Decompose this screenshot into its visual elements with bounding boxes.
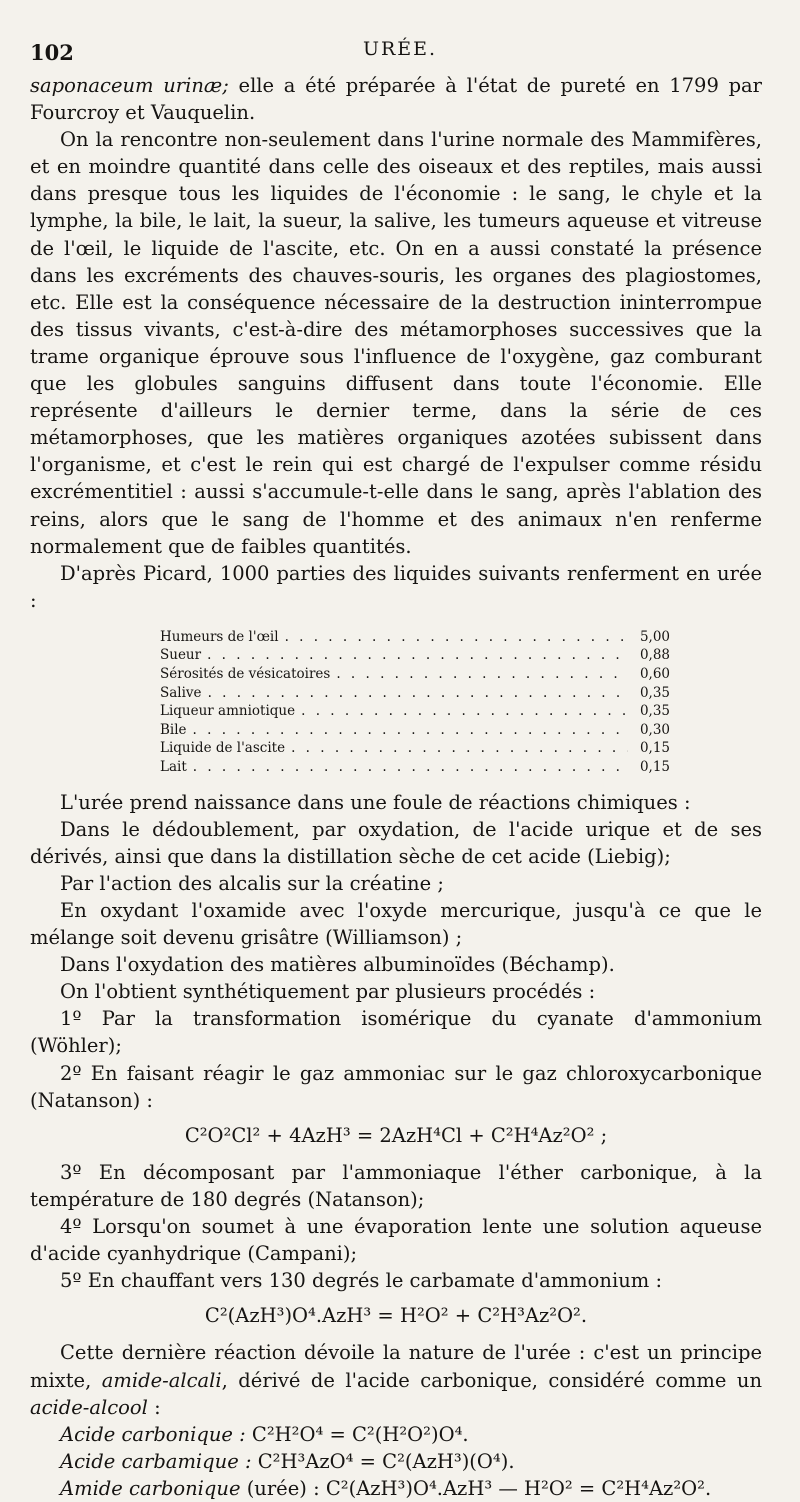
definition-line (60, 1421, 762, 1448)
reactions-intro: L'urée prend naissance dans une foule de réactions chimiques : (60, 790, 691, 814)
row-label: Sérosités de vésicatoires (160, 666, 331, 683)
synthesis-4: 4º Lorsqu'on soumet à une évaporation lente une solution aqueuse d'acide cyanhydrique (Campani); (30, 1215, 762, 1266)
paragraph-conclusion (30, 1339, 762, 1420)
row-value: 0,15 (639, 740, 670, 757)
paragraph-occurrence: On la rencontre non-seulement dans l'urine normale des Mammifères, et en moindre quantité dans celle des oiseaux et des reptiles, mais aussi dans presque tous les liquides de l'économie : le sang, le chyle et la lymphe, la bile, le lait, la sueur, la salive, les tumeurs aqueuse et vitreuse de l'œil, le liquide de l'ascite, etc. On en a aussi constaté la présence dans les excréments des chauves-souris, les organes des plagiostomes, etc. Elle est la conséquence nécessaire de la destruction ininterrompue des tissus vivants, c'est-à-dire des métamorphoses successives que la trame organique éprouve sous l'influence de l'oxygène, gaz comburant que les globules sanguins diffusent dans toute l'économie. Elle représente d'ailleurs le dernier terme, dans la série de ces métamorphoses, que les matières organiques azotées subissent dans l'organisme, et c'est le rein qui est chargé de l'expulser comme résidu excrémentitiel : aussi s'accumule-t-elle dans le sang, après l'ablation des reins, alors que le sang de l'homme et des animaux n'en renferme normalement que de faibles quantités. (30, 128, 762, 558)
table-row (160, 628, 670, 647)
definition-formula: C²(AzH³)O⁴.AzH³ — H²O² = C²H⁴Az²O². (325, 1476, 712, 1500)
row-value: 0,15 (639, 759, 670, 776)
table-row (160, 721, 670, 740)
running-title: URÉE. (362, 38, 438, 60)
leader-dots (336, 665, 628, 684)
table-row (160, 684, 670, 703)
leader-dots (301, 702, 628, 721)
row-value: 0,60 (639, 666, 670, 683)
definition-label: Acide carbonique (60, 1422, 233, 1446)
row-label: Bile (160, 721, 187, 738)
urea-table (160, 628, 670, 777)
definitions-list (60, 1421, 762, 1502)
synthesis-2: 2º En faisant réagir le gaz ammoniac sur le gaz chloroxycarbonique (Natanson) : (30, 1061, 762, 1112)
definition-formula: C²H²O⁴ = C²(H²O²)O⁴. (251, 1422, 469, 1446)
row-label: Liqueur amniotique (160, 703, 296, 720)
formula-2: C²(AzH³)O⁴.AzH³ = H²O² + C²H³Az²O². (204, 1304, 588, 1328)
synthesis-intro: On l'obtient synthétiquement par plusieurs procédés : (60, 980, 596, 1004)
paragraph-intro (30, 72, 762, 126)
row-label: Salive (160, 684, 202, 701)
table-row (160, 702, 670, 721)
reaction-liebig: Dans le dédoublement, par oxydation, de l'acide urique et de ses dérivés, ainsi que dans la distillation sèche de cet acide (Liebig); (30, 817, 762, 868)
leader-dots (285, 628, 628, 647)
leader-dots (291, 739, 628, 758)
definition-line (60, 1448, 762, 1475)
table-row (160, 665, 670, 684)
definition-sep: : (238, 1449, 258, 1473)
leader-dots (193, 721, 628, 740)
definition-line (60, 1475, 762, 1502)
reaction-creatine: Par l'action des alcalis sur la créatine ; (60, 871, 444, 895)
reaction-williamson: En oxydant l'oxamide avec l'oxyde mercurique, jusqu'à ce que le mélange soit devenu grisâtre (Williamson) ; (30, 899, 762, 950)
page-header (0, 36, 800, 66)
reaction-bechamp: Dans l'oxydation des matières albuminoïdes (Béchamp). (60, 953, 615, 977)
latin-term: saponaceum urinæ; (30, 74, 229, 97)
definition-sep: : (232, 1422, 252, 1446)
row-label: Liquide de l'ascite (160, 740, 286, 757)
row-label: Humeurs de l'œil (160, 628, 279, 645)
formula-1: C²O²Cl² + 4AzH³ = 2AzH⁴Cl + C²H⁴Az²O² ; (184, 1123, 608, 1147)
leader-dots (193, 758, 628, 777)
table-row (160, 758, 670, 777)
leader-dots (207, 646, 628, 665)
term-amide-alcali: amide-alcali (101, 1368, 222, 1392)
row-label: Sueur (160, 647, 202, 664)
table-row (160, 739, 670, 758)
synthesis-1: 1º Par la transformation isomérique du cyanate d'ammonium (Wöhler); (30, 1007, 762, 1058)
definition-sep: (urée) : (240, 1476, 326, 1500)
conclusion-text: : (147, 1395, 161, 1419)
definition-formula: C²H³AzO⁴ = C²(AzH³)(O⁴). (257, 1449, 515, 1473)
definition-label: Acide carbamique (60, 1449, 239, 1473)
paragraph-picard: D'après Picard, 1000 parties des liquides suivants renferment en urée : (30, 561, 762, 612)
row-label: Lait (160, 759, 187, 776)
row-value: 0,30 (639, 721, 670, 738)
table-row (160, 646, 670, 665)
paragraph-intro-text: elle a été préparée à l'état de pureté en 1799 par Fourcroy et Vauquelin. (30, 74, 762, 125)
page-body (30, 72, 762, 1502)
row-value: 0,35 (639, 703, 670, 720)
page-number: 102 (30, 40, 74, 65)
synthesis-5: 5º En chauffant vers 130 degrés le carbamate d'ammonium : (60, 1269, 663, 1293)
conclusion-text: Cette dernière réaction dévoile la nature de l'urée : c'est un principe mixte, (30, 1341, 762, 1392)
synthesis-3: 3º En décomposant par l'ammoniaque l'éther carbonique, à la température de 180 degrés (Natanson); (30, 1160, 762, 1211)
leader-dots (208, 684, 628, 703)
row-value: 0,35 (639, 684, 670, 701)
term-acide-alcool: acide-alcool (30, 1395, 148, 1419)
row-value: 0,88 (639, 647, 670, 664)
conclusion-text: , dérivé de l'acide carbonique, considéré comme un (221, 1368, 763, 1392)
row-value: 5,00 (639, 628, 670, 645)
definition-label: Amide carbonique (60, 1476, 241, 1500)
